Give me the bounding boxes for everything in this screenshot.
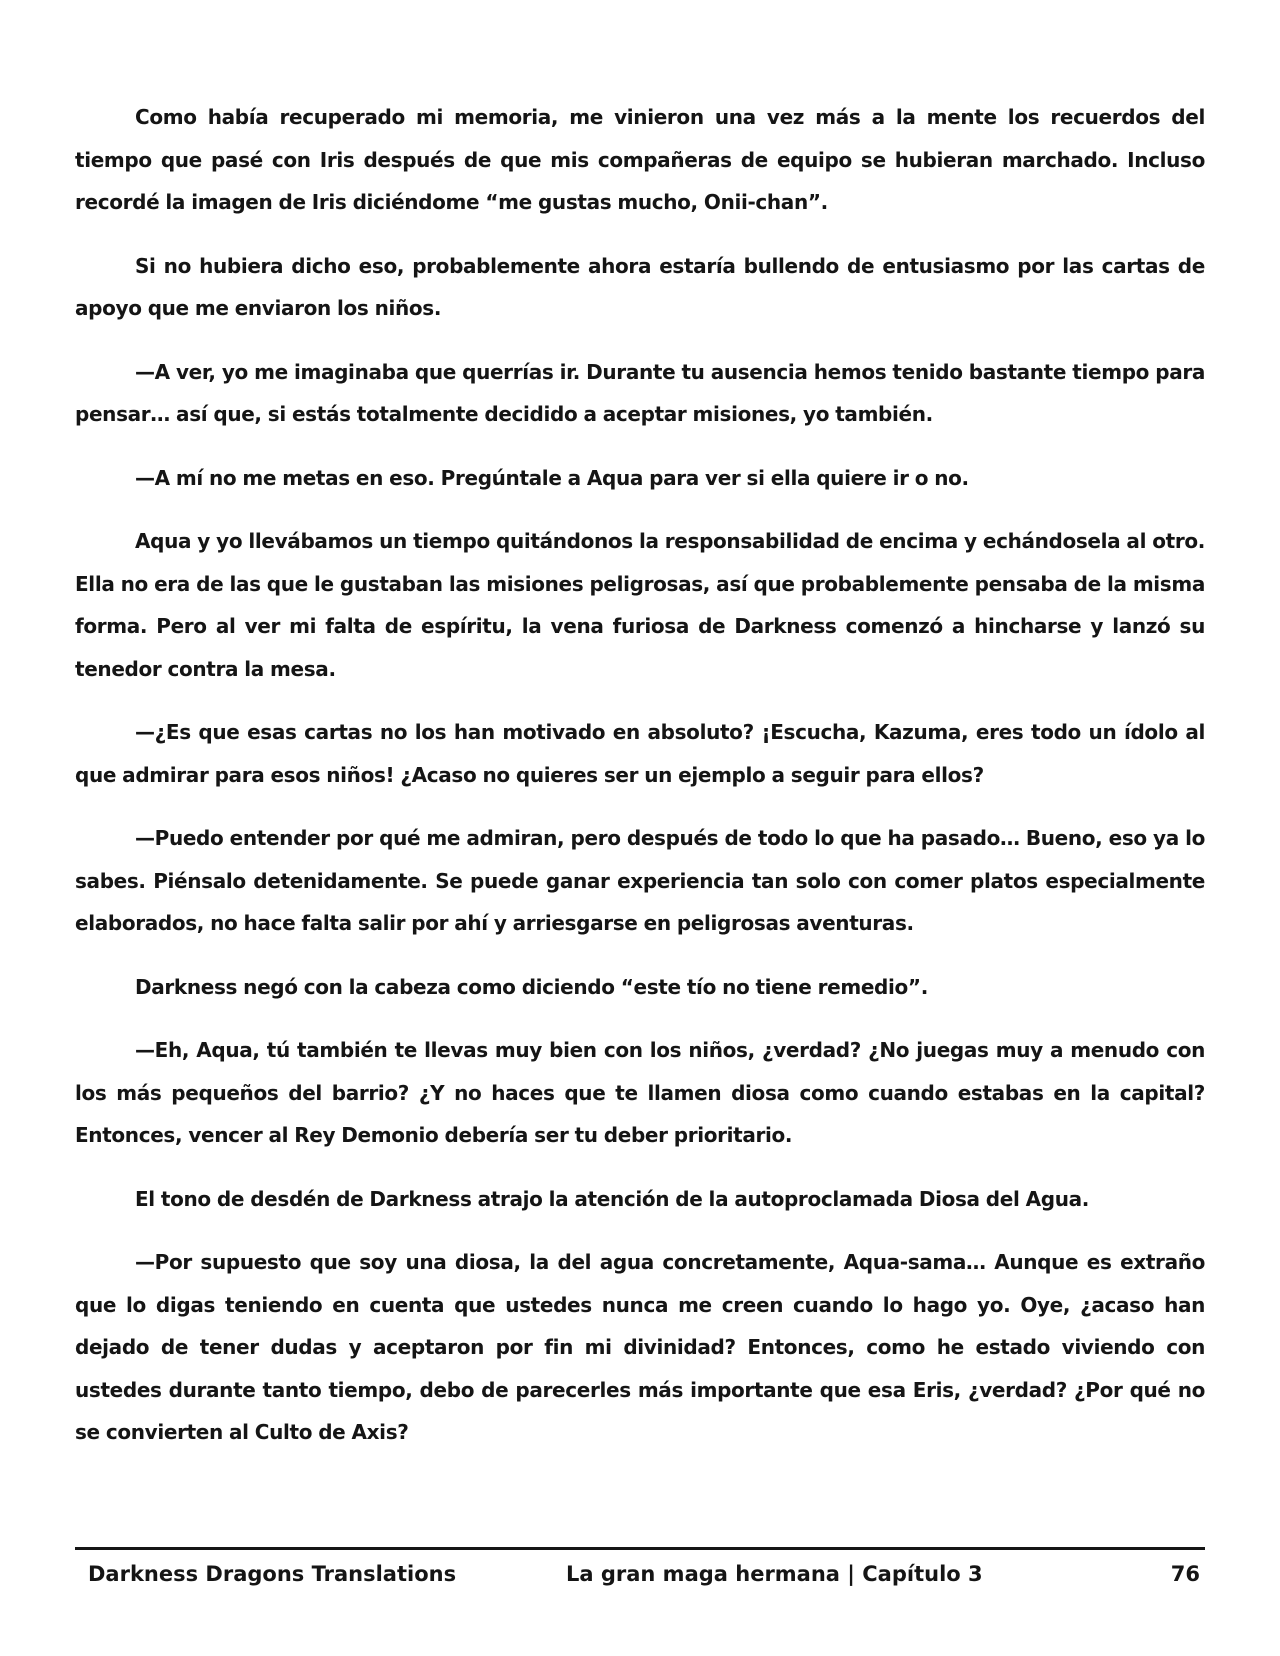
paragraph: —¿Es que esas cartas no los han motivado en absoluto? ¡Escucha, Kazuma, eres todo un ídolo al que admirar para esos niños! ¿Acaso no quieres ser un ejemplo a seguir para ellos?: [75, 720, 1205, 787]
page-number: 76: [1170, 1562, 1200, 1586]
paragraph: Como había recuperado mi memoria, me vinieron una vez más a la mente los recuerdos del tiempo que pasé con Iris después de que mis compañeras de equipo se hubieran marchado. Incluso recordé la imagen de Iris diciéndome “me gustas mucho, Onii-chan”.: [75, 105, 1205, 214]
paragraph: —A ver, yo me imaginaba que querrías ir. Durante tu ausencia hemos tenido bastante tiempo para pensar… así que, si estás totalmente decidido a aceptar misiones, yo también.: [75, 359, 1205, 426]
footer-divider: [75, 1547, 1205, 1550]
paragraph: —Puedo entender por qué me admiran, pero después de todo lo que ha pasado… Bueno, eso ya lo sabes. Piénsalo detenidamente. Se puede ganar experiencia tan solo con comer platos especialmente elaborados, no hace falta salir por ahí y arriesgarse en peligrosas aventuras.: [75, 826, 1205, 935]
footer-translator-credit: Darkness Dragons Translations: [88, 1562, 457, 1586]
paragraph: El tono de desdén de Darkness atrajo la atención de la autoproclamada Diosa del Agua.: [135, 1186, 1089, 1211]
paragraph: —A mí no me metas en eso. Pregúntale a Aqua para ver si ella quiere ir o no.: [135, 465, 969, 490]
paragraph: Aqua y yo llevábamos un tiempo quitándonos la responsabilidad de encima y echándosela al otro. Ella no era de las que le gustaban las misiones peligrosas, así que probablemente pensaba de la misma forma. Pero al ver mi falta de espíritu, la vena furiosa de Darkness comenzó a hincharse y lanzó su tenedor contra la mesa.: [75, 529, 1205, 681]
page-body: [75, 96, 1205, 1475]
paragraph: —Por supuesto que soy una diosa, la del agua concretamente, Aqua-sama… Aunque es extraño que lo digas teniendo en cuenta que ustedes nunca me creen cuando lo hago yo. Oye, ¿acaso han dejado de tener dudas y aceptaron por fin mi divinidad? Entonces, como he estado viviendo con ustedes durante tanto tiempo, debo de parecerles más importante que esa Eris, ¿verdad? ¿Por qué no se convierten al Culto de Axis?: [75, 1250, 1205, 1444]
paragraph: Si no hubiera dicho eso, probablemente ahora estaría bullendo de entusiasmo por las cartas de apoyo que me enviaron los niños.: [75, 253, 1205, 320]
paragraph: —Eh, Aqua, tú también te llevas muy bien con los niños, ¿verdad? ¿No juegas muy a menudo con los más pequeños del barrio? ¿Y no haces que te llamen diosa como cuando estabas en la capital? Entonces, vencer al Rey Demonio debería ser tu deber prioritario.: [75, 1038, 1205, 1147]
page-footer: [88, 1558, 1200, 1590]
paragraph: Darkness negó con la cabeza como diciendo “este tío no tiene remedio”.: [135, 974, 928, 999]
footer-chapter-title: La gran maga hermana | Capítulo 3: [566, 1562, 983, 1586]
